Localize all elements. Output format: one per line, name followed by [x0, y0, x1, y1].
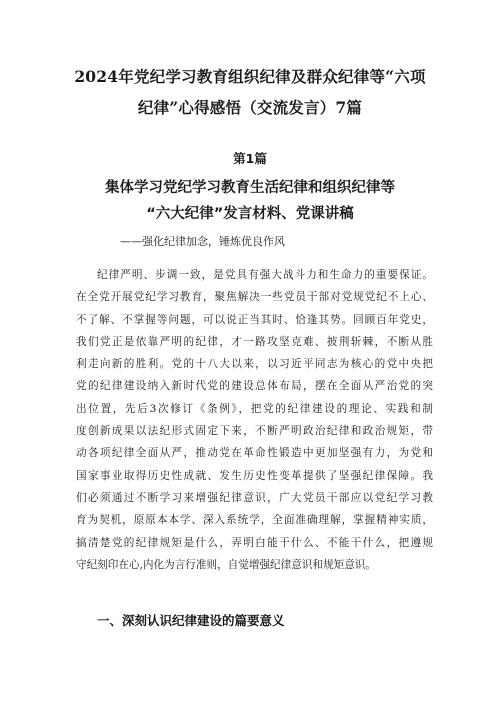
- body-line: 动各项纪律全面从严，推动党在革命性锻造中更加坚强有力，为党和: [76, 447, 433, 460]
- body-line: 搞清楚党的纪律规矩是什么，弄明白能干什么、不能干什么，把遵规: [76, 536, 433, 549]
- document-title-line-2: 纪律”心得感悟（交流发言）7篇: [137, 98, 363, 117]
- body-line: 在全党开展党纪学习教育，聚焦解决一些党员干部对党规党纪不上心、: [76, 291, 433, 304]
- body-line: 国家事业取得历史性成就、发生历史性变革提供了坚强纪律保障。我: [76, 469, 433, 482]
- body-line: 守纪刻印在心,内化为言行准则，自觉增强纪律意识和规矩意识。: [76, 558, 376, 571]
- part-label: 第1篇: [233, 151, 267, 166]
- section-title-line-2: “六大纪律”发言材料、党课讲稿: [146, 206, 354, 222]
- body-line: 度创新成果以法纪形式固定下来，不断严明政治纪律和政治规矩，带: [76, 425, 433, 438]
- document-title: [70, 61, 430, 123]
- section-title-line-1: 集体学习党纪学习教育生活纪律和组织纪律等: [105, 180, 395, 196]
- body-line: 利走向新的胜利。党的十八大以来，以习近平同志为核心的党中央把: [76, 358, 433, 371]
- section-title: [60, 175, 440, 227]
- body-paragraph: [76, 264, 433, 576]
- body-line: 育为契机，原原本本学、深入系统学，全面准确理解，掌握精神实质，: [76, 514, 433, 527]
- body-line: 出位置，先后3次修订《条例》，把党的纪律建设的理论、实践和制: [76, 402, 433, 415]
- body-line: 不了解、不掌握等问题，可以说正当其时、恰逢其势。回顾百年党史，: [76, 313, 433, 326]
- body-line: 我们党正是依靠严明的纪律，才一路攻坚克难、披荆斩棘，不断从胜: [76, 335, 433, 348]
- section-heading-1: 一、深刻认识纪律建设的篇要意义: [97, 613, 285, 628]
- body-line: 纪律严明、步调一致，是党具有强大战斗力和生命力的重要保证。: [97, 269, 433, 281]
- body-line: 们必须通过不断学习来增强纪律意识，广大党员干部应以党纪学习教: [76, 491, 433, 504]
- section-subtitle: ——强化纪律加念，锤炼优良作风: [120, 235, 285, 248]
- body-line: 党的纪律建设纳入新时代党的建设总体布局，摆在全面从严治党的突: [76, 380, 433, 393]
- document-title-line-1: 2024年党纪学习教育组织纪律及群众纪律等“六项: [74, 67, 426, 86]
